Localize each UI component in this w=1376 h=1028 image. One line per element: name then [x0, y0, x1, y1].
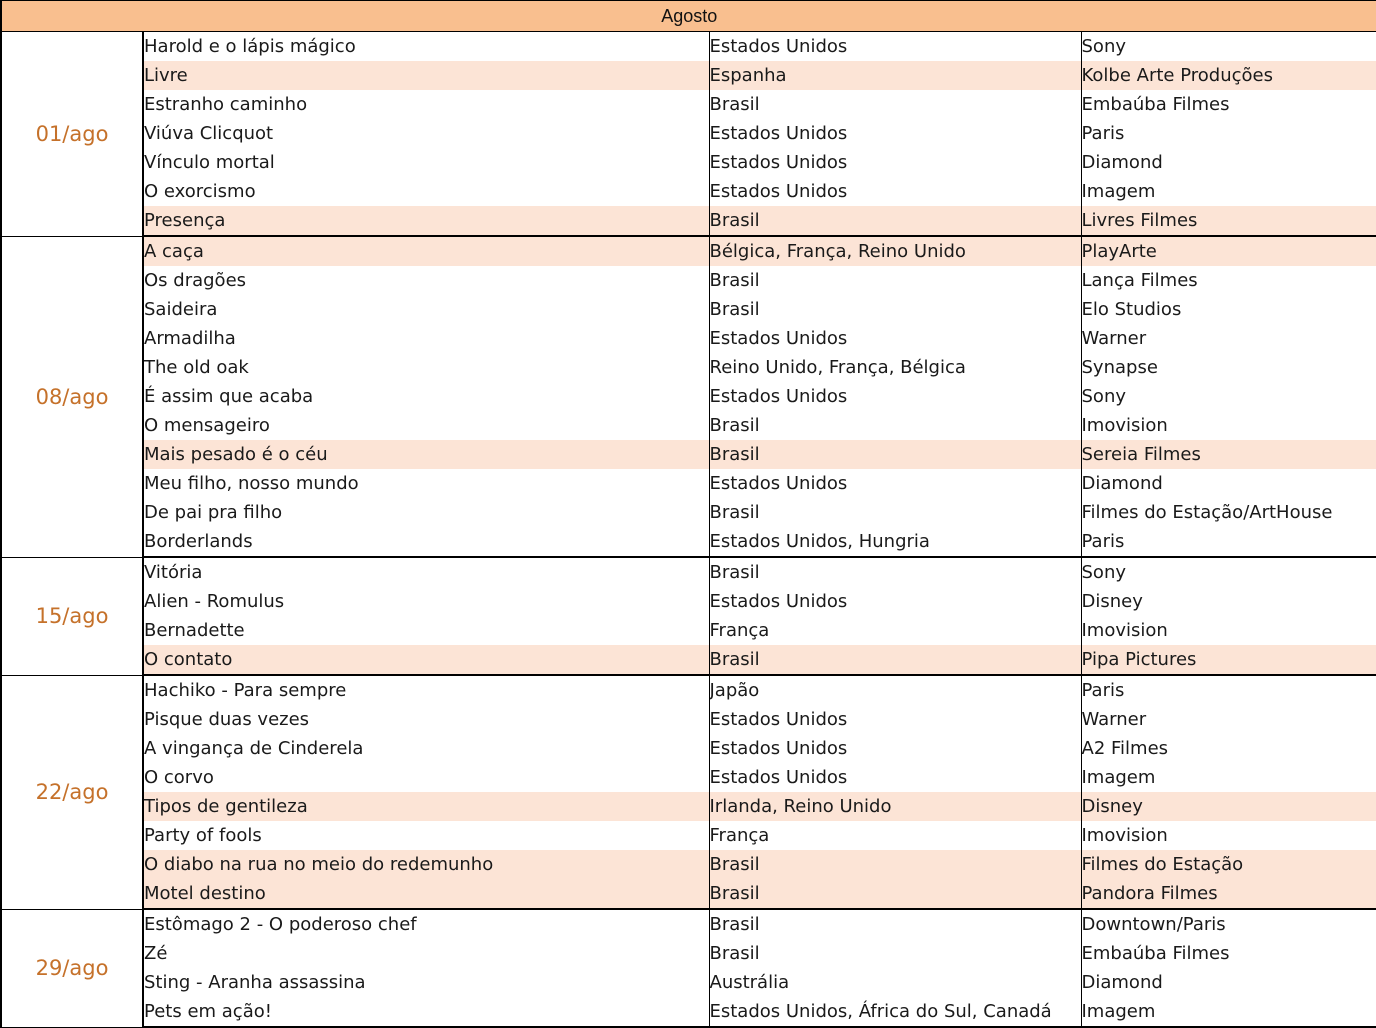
- country-cell[interactable]: Estados Unidos: [709, 177, 1081, 206]
- country-cell[interactable]: Austrália: [709, 968, 1081, 997]
- film-title-cell[interactable]: Bernadette: [143, 616, 709, 645]
- distributor-cell[interactable]: Filmes do Estação: [1081, 850, 1376, 879]
- distributor-cell[interactable]: Pandora Filmes: [1081, 879, 1376, 909]
- distributor-cell[interactable]: Imagem: [1081, 177, 1376, 206]
- film-title-cell[interactable]: Motel destino: [143, 879, 709, 909]
- film-title-cell[interactable]: Harold e o lápis mágico: [143, 32, 709, 62]
- table-row: [1, 353, 1376, 382]
- film-title-cell[interactable]: De pai pra filho: [143, 498, 709, 527]
- country-cell[interactable]: Brasil: [709, 850, 1081, 879]
- table-row: [1, 527, 1376, 557]
- film-title-cell[interactable]: Estômago 2 - O poderoso chef: [143, 909, 709, 939]
- country-cell[interactable]: Brasil: [709, 879, 1081, 909]
- table-row: [1, 236, 1376, 266]
- distributor-cell[interactable]: Paris: [1081, 675, 1376, 705]
- distributor-cell[interactable]: Paris: [1081, 527, 1376, 557]
- film-title-cell[interactable]: O mensageiro: [143, 411, 709, 440]
- country-cell[interactable]: Espanha: [709, 61, 1081, 90]
- country-cell[interactable]: Brasil: [709, 557, 1081, 587]
- table-row: [1, 909, 1376, 939]
- country-cell[interactable]: Brasil: [709, 411, 1081, 440]
- distributor-cell[interactable]: Imagem: [1081, 763, 1376, 792]
- table-row: [1, 616, 1376, 645]
- table-row: [1, 61, 1376, 90]
- film-title-cell[interactable]: Estranho caminho: [143, 90, 709, 119]
- film-title-cell[interactable]: Hachiko - Para sempre: [143, 675, 709, 705]
- table-row: [1, 763, 1376, 792]
- country-cell[interactable]: Reino Unido, França, Bélgica: [709, 353, 1081, 382]
- distributor-cell[interactable]: Elo Studios: [1081, 295, 1376, 324]
- country-cell[interactable]: Estados Unidos: [709, 705, 1081, 734]
- distributor-cell[interactable]: Pipa Pictures: [1081, 645, 1376, 675]
- film-title-cell[interactable]: Party of fools: [143, 821, 709, 850]
- distributor-cell[interactable]: PlayArte: [1081, 236, 1376, 266]
- distributor-cell[interactable]: Downtown/Paris: [1081, 909, 1376, 939]
- distributor-cell[interactable]: Sony: [1081, 382, 1376, 411]
- table-row: [1, 705, 1376, 734]
- table-row: [1, 587, 1376, 616]
- table-row: [1, 148, 1376, 177]
- country-cell[interactable]: Brasil: [709, 295, 1081, 324]
- country-cell[interactable]: Brasil: [709, 266, 1081, 295]
- table-row: [1, 324, 1376, 353]
- table-row: [1, 675, 1376, 705]
- country-cell[interactable]: Brasil: [709, 909, 1081, 939]
- country-cell[interactable]: Estados Unidos: [709, 119, 1081, 148]
- table-row: [1, 997, 1376, 1027]
- table-row: [1, 90, 1376, 119]
- country-cell[interactable]: Estados Unidos: [709, 324, 1081, 353]
- distributor-cell[interactable]: Disney: [1081, 792, 1376, 821]
- film-title-cell[interactable]: The old oak: [143, 353, 709, 382]
- film-title-cell[interactable]: Borderlands: [143, 527, 709, 557]
- release-date-cell[interactable]: 29/ago: [1, 909, 143, 1027]
- table-row: [1, 440, 1376, 469]
- table-row: [1, 821, 1376, 850]
- film-title-cell[interactable]: Os dragões: [143, 266, 709, 295]
- country-cell[interactable]: Brasil: [709, 645, 1081, 675]
- distributor-cell[interactable]: Lança Filmes: [1081, 266, 1376, 295]
- country-cell[interactable]: Estados Unidos: [709, 32, 1081, 62]
- film-title-cell[interactable]: A caça: [143, 236, 709, 266]
- month-title: Agosto: [1, 1, 1376, 32]
- distributor-cell[interactable]: Sereia Filmes: [1081, 440, 1376, 469]
- distributor-cell[interactable]: Imovision: [1081, 616, 1376, 645]
- film-title-cell[interactable]: Vitória: [143, 557, 709, 587]
- film-title-cell[interactable]: Livre: [143, 61, 709, 90]
- distributor-cell[interactable]: Diamond: [1081, 148, 1376, 177]
- release-date-cell[interactable]: 01/ago: [1, 32, 143, 237]
- table-row: [1, 939, 1376, 968]
- country-cell[interactable]: Bélgica, França, Reino Unido: [709, 236, 1081, 266]
- film-title-cell[interactable]: Tipos de gentileza: [143, 792, 709, 821]
- country-cell[interactable]: Estados Unidos: [709, 734, 1081, 763]
- distributor-cell[interactable]: Embaúba Filmes: [1081, 939, 1376, 968]
- country-cell[interactable]: Estados Unidos: [709, 382, 1081, 411]
- film-title-cell[interactable]: A vingança de Cinderela: [143, 734, 709, 763]
- release-schedule-body: [1, 32, 1376, 1028]
- country-cell[interactable]: Estados Unidos: [709, 763, 1081, 792]
- country-cell[interactable]: Brasil: [709, 939, 1081, 968]
- table-row: [1, 850, 1376, 879]
- country-cell[interactable]: Brasil: [709, 498, 1081, 527]
- distributor-cell[interactable]: Kolbe Arte Produções: [1081, 61, 1376, 90]
- film-title-cell[interactable]: O contato: [143, 645, 709, 675]
- country-cell[interactable]: França: [709, 616, 1081, 645]
- distributor-cell[interactable]: Warner: [1081, 705, 1376, 734]
- film-title-cell[interactable]: Pets em ação!: [143, 997, 709, 1027]
- table-row: [1, 557, 1376, 587]
- table-row: [1, 645, 1376, 675]
- country-cell[interactable]: Japão: [709, 675, 1081, 705]
- distributor-cell[interactable]: A2 Filmes: [1081, 734, 1376, 763]
- distributor-cell[interactable]: Diamond: [1081, 968, 1376, 997]
- table-row: [1, 469, 1376, 498]
- country-cell[interactable]: Estados Unidos: [709, 148, 1081, 177]
- distributor-cell[interactable]: Sony: [1081, 557, 1376, 587]
- country-cell[interactable]: Irlanda, Reino Unido: [709, 792, 1081, 821]
- film-title-cell[interactable]: Meu filho, nosso mundo: [143, 469, 709, 498]
- distributor-cell[interactable]: Imagem: [1081, 997, 1376, 1027]
- film-title-cell[interactable]: Vínculo mortal: [143, 148, 709, 177]
- film-title-cell[interactable]: Armadilha: [143, 324, 709, 353]
- table-row: [1, 411, 1376, 440]
- film-title-cell[interactable]: Mais pesado é o céu: [143, 440, 709, 469]
- table-row: [1, 119, 1376, 148]
- film-title-cell[interactable]: Zé: [143, 939, 709, 968]
- distributor-cell[interactable]: Paris: [1081, 119, 1376, 148]
- distributor-cell[interactable]: Disney: [1081, 587, 1376, 616]
- film-title-cell[interactable]: Viúva Clicquot: [143, 119, 709, 148]
- distributor-cell[interactable]: Imovision: [1081, 821, 1376, 850]
- table-row: [1, 177, 1376, 206]
- release-date-cell[interactable]: 08/ago: [1, 236, 143, 557]
- table-row: [1, 32, 1376, 62]
- table-row: [1, 734, 1376, 763]
- film-title-cell[interactable]: Saideira: [143, 295, 709, 324]
- country-cell[interactable]: Brasil: [709, 90, 1081, 119]
- table-row: [1, 498, 1376, 527]
- film-title-cell[interactable]: Pisque duas vezes: [143, 705, 709, 734]
- country-cell[interactable]: França: [709, 821, 1081, 850]
- country-cell[interactable]: Estados Unidos: [709, 587, 1081, 616]
- distributor-cell[interactable]: Imovision: [1081, 411, 1376, 440]
- table-row: [1, 295, 1376, 324]
- film-title-cell[interactable]: O corvo: [143, 763, 709, 792]
- table-row: [1, 206, 1376, 236]
- table-row: [1, 266, 1376, 295]
- table-row: [1, 382, 1376, 411]
- country-cell[interactable]: Brasil: [709, 206, 1081, 236]
- film-title-cell[interactable]: Sting - Aranha assassina: [143, 968, 709, 997]
- table-row: [1, 968, 1376, 997]
- country-cell[interactable]: Estados Unidos, África do Sul, Canadá: [709, 997, 1081, 1027]
- distributor-cell[interactable]: Synapse: [1081, 353, 1376, 382]
- country-cell[interactable]: Estados Unidos: [709, 469, 1081, 498]
- distributor-cell[interactable]: Warner: [1081, 324, 1376, 353]
- distributor-cell[interactable]: Diamond: [1081, 469, 1376, 498]
- distributor-cell[interactable]: Embaúba Filmes: [1081, 90, 1376, 119]
- release-date-cell[interactable]: 15/ago: [1, 557, 143, 675]
- distributor-cell[interactable]: Sony: [1081, 32, 1376, 62]
- film-title-cell[interactable]: Alien - Romulus: [143, 587, 709, 616]
- film-title-cell[interactable]: O diabo na rua no meio do redemunho: [143, 850, 709, 879]
- country-cell[interactable]: Brasil: [709, 440, 1081, 469]
- table-row: [1, 879, 1376, 909]
- film-title-cell[interactable]: O exorcismo: [143, 177, 709, 206]
- film-title-cell[interactable]: Presença: [143, 206, 709, 236]
- country-cell[interactable]: Estados Unidos, Hungria: [709, 527, 1081, 557]
- distributor-cell[interactable]: Livres Filmes: [1081, 206, 1376, 236]
- distributor-cell[interactable]: Filmes do Estação/ArtHouse: [1081, 498, 1376, 527]
- release-date-cell[interactable]: 22/ago: [1, 675, 143, 909]
- film-title-cell[interactable]: É assim que acaba: [143, 382, 709, 411]
- table-row: [1, 792, 1376, 821]
